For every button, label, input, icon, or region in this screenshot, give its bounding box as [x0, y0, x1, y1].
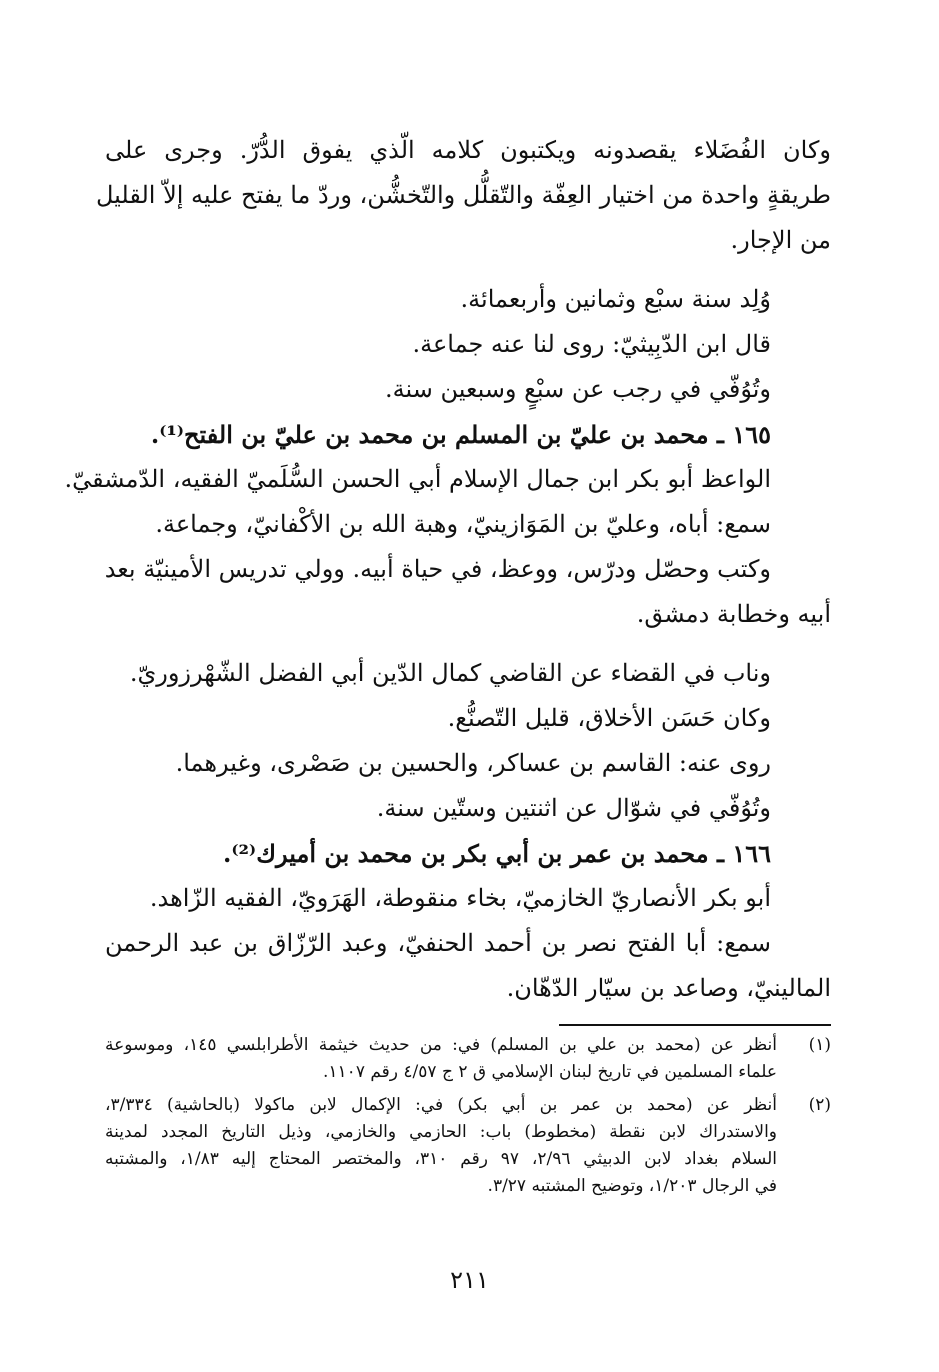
- text-line: وكان الفُضَلاء يقصدونه ويكتبون كلامه الّذي يفوق الدُّرّ. وجرى على: [105, 136, 831, 164]
- footnote-line: أنظر عن (محمد بن عمر بن أبي بكر) في: الإكمال لابن ماكولا (بالحاشية) ٣/٣٣٤،: [105, 1095, 777, 1115]
- text-line: وناب في القضاء عن القاضي كمال الدّين أبي الفضل الشّهْرزوريّ.: [129, 659, 771, 687]
- footnote-number: (٢): [808, 1095, 831, 1115]
- footnote-1: [105, 1032, 831, 1086]
- text-line: وُلِد سنة سبْع وثمانين وأربعمائة.: [460, 285, 771, 313]
- text-line: من الإجار.: [730, 226, 831, 254]
- text-line: طريقةٍ واحدة من اختيار العِفّة والتّقلُّل والتّخشُّن، وردّ ما يفتح عليه إلاّ القليل: [95, 181, 831, 209]
- footnote-line: علماء المسلمين في تاريخ لبنان الإسلامي ق ٢ ج ٤/٥٧ رقم ١١٠٧.: [323, 1062, 777, 1082]
- text-line: وتُوُفّي في شوّال عن اثنتين وستّين سنة.: [376, 794, 771, 822]
- text-line: أبو بكر الأنصاريّ الخازميّ، بخاء منقوطة، الهَرَويّ، الفقيه الزّاهد.: [149, 884, 771, 912]
- footnote-divider: [559, 1024, 831, 1026]
- text-line: وتُوُفّي في رجب عن سبْعٍ وسبعين سنة.: [385, 375, 771, 403]
- entry-165-title: ١٦٥ ـ محمد بن عليّ بن المسلم بن محمد بن عليّ بن الفتح⁽¹⁾.: [150, 420, 771, 449]
- text-line: وكتب وحصّل ودرّس، ووعظ، في حياة أبيه. وولي تدريس الأمينيّة بعد: [104, 555, 771, 583]
- footnote-line: أنظر عن (محمد بن علي بن المسلم) في: من حديث خيثمة الأطرابلسي ١٤٥، وموسوعة: [105, 1035, 777, 1055]
- footnote-line: السلام بغداد لابن الدبيثي ٢/٩٦، ٩٧ رقم ٣١٠، والمختصر المحتاج إليه ١/٨٣، والمشتبه: [105, 1149, 778, 1169]
- page-number: ٢١١: [450, 1266, 489, 1294]
- text-line: قال ابن الدّبِيثيّ: روى لنا عنه جماعة.: [412, 330, 771, 358]
- footnote-2: [105, 1092, 831, 1200]
- text-line: سمع: أبا الفتح نصر بن أحمد الحنفيّ، وعبد الرّزّاق بن عبد الرحمن: [105, 929, 771, 957]
- text-line: وكان حَسَن الأخلاق، قليل التّصنُّع.: [447, 704, 771, 732]
- text-line: سمع: أباه، وعليّ بن المَوَازينيّ، وهبة الله بن الأكْفانيّ، وجماعة.: [155, 510, 771, 538]
- text-line: أبيه وخطابة دمشق.: [636, 600, 831, 628]
- text-line: المالينيّ، وصاعد بن سيّار الدّهّان.: [506, 974, 831, 1002]
- footnote-line: والاستدراك لابن نقطة (مخطوط) باب: الحازمي والخازمي، وذيل التاريخ المجدد لمدينة: [105, 1122, 777, 1142]
- entry-166-title: ١٦٦ ـ محمد بن عمر بن أبي بكر بن محمد بن أميرك⁽²⁾.: [223, 839, 771, 868]
- footnote-line: في الرجال ١/٢٠٣، وتوضيح المشتبه ٣/٢٧.: [487, 1176, 777, 1196]
- text-line: الواعظ أبو بكر ابن جمال الإسلام أبي الحسن السُّلَميّ الفقيه، الدّمشقيّ.: [64, 465, 771, 493]
- footnote-number: (١): [808, 1035, 831, 1055]
- main-text: [64, 128, 831, 1011]
- text-line: روى عنه: القاسم بن عساكر، والحسين بن صَصْرى، وغيرهما.: [175, 749, 771, 777]
- footnotes: [105, 1024, 831, 1200]
